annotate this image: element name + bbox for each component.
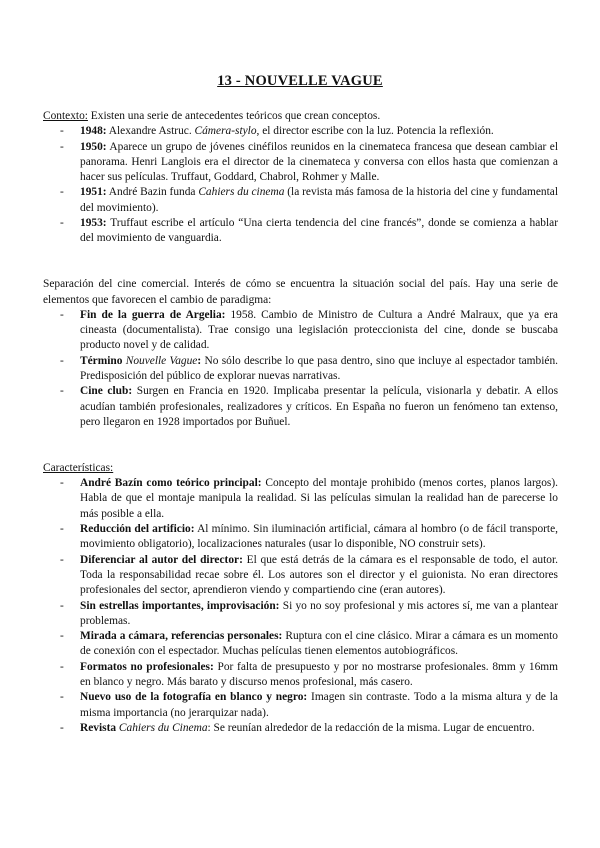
item-text: Concepto del montaje prohibido (menos cortes, planos largos). Habla de que el montaje manipula la realidad. Si las películas simulan la realidad han de parecerse lo más posible a ella. [80,477,558,520]
item-text: : Se reunían alrededor de la redacción de la misma. Lugar de encuentro. [207,721,535,734]
dash-bullet: - [60,553,64,566]
document-body [43,109,558,736]
item-heading-text: Revista [80,721,119,734]
dash-bullet: - [60,660,64,673]
item-text: Alexandre Astruc. [106,125,195,138]
item-year: 1953: [80,217,107,230]
list-item [43,629,558,660]
dash-bullet: - [60,125,64,138]
dash-bullet: - [60,140,64,153]
list-item [43,185,558,216]
item-heading: Sin estrellas importantes, improvisación: [80,599,280,612]
dash-bullet: - [60,217,64,230]
item-heading: Mirada a cámara, referencias personales: [80,630,283,643]
dash-bullet: - [60,354,64,367]
item-heading: Reducción del artificio: [80,523,195,536]
list-item [43,690,558,721]
dash-bullet: - [60,186,64,199]
item-heading: Formatos no profesionales: [80,660,214,673]
item-italic: Cámera-stylo [194,125,257,138]
list-item [43,124,558,139]
list-item [43,721,558,736]
item-text: Imagen sin contraste. Todo a la misma altura y de la misma importancia (no jerarquizar nada). [80,691,558,719]
dash-bullet: - [60,523,64,536]
context-list [43,124,558,246]
item-text: Surgen en Francia en 1920. Implicaba presentar la película, visionarla y debatir. A ellos acudían también profesionales, realizadores y críticos. En España no fueron un fenómeno tan extenso, pero llegaron en 1928 importados por Buñuel. [80,385,558,428]
list-item [43,476,558,522]
characteristics-heading [43,461,558,476]
item-text: Aparece un grupo de jóvenes cinéfilos reunidos en la cinemateca francesa que desean cambiar el panorama. Henri Langlois era el director de la cinemateca y conversa con ellos hasta que comienzan a hacer sus películas. Truffaut, Goddard, Chabrol, Rohmer y Malle. [80,140,558,184]
item-text-post: (la revista más famosa de la historia del cine y fundamental del movimiento). [80,186,559,214]
list-item [43,553,558,599]
dash-bullet: - [60,691,64,704]
item-text: El que está detrás de la cámara es el responsable de todo, el autor. Toda la responsabilidad recae sobre él. Los autores son el director y el guionista. No eran directores profesionales del sector, aprendieron viendo y compartiendo cine (eran autores). [80,553,558,597]
dash-bullet: - [60,477,64,490]
item-text-post: , el director escribe con la luz. Potencia la reflexión. [256,125,494,138]
item-heading [80,355,201,367]
list-item [43,384,558,430]
list-item [43,522,558,553]
item-heading: Cine club: [80,385,133,398]
item-year: 1950: [80,140,107,153]
item-text: Si yo no soy profesional y mis actores sí, me van a plantear problemas. [80,599,558,627]
item-text: No sólo describe lo que pasa dentro, sino que incluye al espectador también. Predisposición del público de explorar nuevas narrativas. [80,354,558,383]
item-text: André Bazin funda [106,186,199,199]
characteristics-list [43,476,558,736]
item-heading-colon: : [197,354,202,367]
context-label: Contexto: [43,110,88,122]
list-item [43,660,558,691]
separation-list [43,308,558,430]
item-heading [80,722,208,734]
item-year: 1948: [80,125,107,138]
list-item [43,308,558,354]
context-intro-text: Existen una serie de antecedentes teóricos que crean conceptos. [87,110,381,122]
item-heading-italic: Nouvelle Vague [125,354,198,367]
spacer [43,430,558,461]
dash-bullet: - [60,630,64,643]
item-italic: Cahiers du cinema [198,186,285,199]
item-text: Por falta de presupuesto y por no mostrarse profesionales. 8mm y 16mm en blanco y negro. Más barato y discurso menos profesional, más casero. [80,660,558,688]
item-heading-italic: Cahiers du Cinema [118,721,208,734]
dash-bullet: - [60,385,64,398]
context-intro [43,109,558,124]
dash-bullet: - [60,308,64,321]
list-item [43,354,558,385]
item-text: Al mínimo. Sin iluminación artificial, cámara al hombro (o de fácil transporte, movimiento obligatorio), localizaciones naturales (usar lo disponible, NO construir sets). [80,523,558,551]
list-item [43,599,558,630]
item-heading: Fin de la guerra de Argelia: [80,308,226,321]
item-heading: Diferenciar al autor del director: [80,553,243,566]
item-heading: Nuevo uso de la fotografía en blanco y negro: [80,691,308,704]
item-heading: André Bazín como teórico principal: [80,477,262,490]
list-item [43,216,558,247]
list-item [43,140,558,186]
item-heading-text: Término [80,354,126,367]
dash-bullet: - [60,721,64,734]
item-text: Ruptura con el cine clásico. Mirar a cámara es un momento de conexión con el espectador. Muchas películas tienen elementos autobiográficos. [80,630,559,658]
item-year: 1951: [80,186,107,199]
item-text: Truffaut escribe el artículo “Una cierta tendencia del cine francés”, donde se comienza a hablar del movimiento de vanguardia. [80,217,558,245]
spacer [43,247,558,278]
separation-intro: Separación del cine comercial. Interés de cómo se encuentra la situación social del país. Hay una serie de elementos que favorecen el cambio de paradigma: [43,278,558,306]
item-text: 1958. Cambio de Ministro de Cultura a André Malraux, que ya era cineasta (documentalista). Trae consigo una legislación proteccionista del cine, donde se buscaba producto novel y de calidad. [80,308,558,352]
dash-bullet: - [60,599,64,612]
page-title: 13 - NOUVELLE VAGUE [217,73,383,89]
characteristics-label: Características: [43,461,114,474]
